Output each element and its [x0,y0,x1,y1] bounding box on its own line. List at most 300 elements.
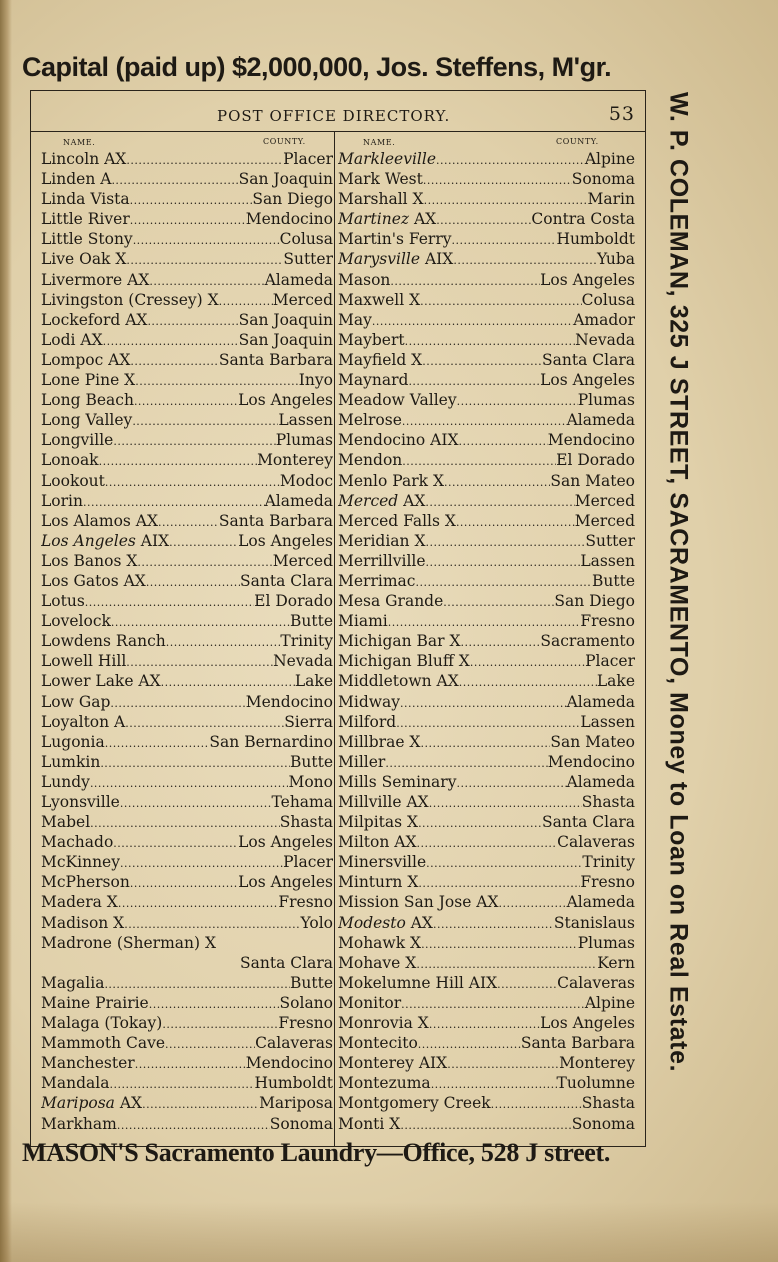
county-name: Santa Clara [542,813,635,832]
county-name: Los Angeles [540,371,635,390]
leader-dots [99,452,257,470]
directory-entry [41,933,333,953]
post-office-name: Linden A [41,170,112,189]
directory-entry [41,812,333,832]
county-name: Shasta [581,1094,635,1113]
directory-entry [338,169,635,189]
directory-entry [338,310,635,330]
post-office-name: Little River [41,210,130,229]
post-office-name: Lumkin [41,752,101,771]
leader-dots [126,151,283,169]
page-number: 53 [608,103,635,125]
post-office-name: Mohave X [338,953,417,972]
post-office-name: May [338,310,372,329]
directory-entry [338,1053,635,1073]
leader-dots [390,272,540,290]
post-office-name: Michigan Bar X [338,632,461,651]
leader-dots [408,372,540,390]
leader-dots [459,432,548,450]
leader-dots [117,1116,270,1134]
county-name: Sierra [284,712,333,731]
leader-dots [459,673,597,691]
post-office-name: Montecito [338,1034,418,1053]
post-office-name: Monitor [338,993,402,1012]
directory-entry [338,812,635,832]
leader-dots [109,1075,254,1093]
leader-dots [433,915,554,933]
county-name: Yolo [300,913,333,932]
left-column-header [41,133,333,149]
leader-dots [436,151,585,169]
post-office-name: Melrose [338,411,402,430]
directory-entry [41,551,333,571]
county-name: Sutter [585,531,635,550]
directory-entry [338,450,635,470]
directory-entry [338,1033,635,1053]
leader-dots [125,714,284,732]
directory-entry [41,1013,333,1033]
leader-dots [425,493,574,511]
leader-dots [431,1075,557,1093]
directory-entry [338,892,635,912]
county-name: Trinity [582,853,635,872]
name-column-label: NAME. [363,138,396,147]
directory-entry [41,1114,333,1134]
directory-entry [41,671,333,691]
leader-dots [416,834,557,852]
post-office-name: Madera X [41,893,118,912]
leader-dots [219,292,273,310]
post-office-name: Long Beach [41,391,134,410]
post-office-name: Modesto AX [338,913,433,932]
post-office-name: Lowdens Ranch [41,632,166,651]
post-office-name: Mason [338,270,391,289]
post-office-name: Maine Prairie [41,993,149,1012]
leader-dots [426,553,581,571]
directory-entry [41,772,333,792]
county-name: Butte [289,973,333,992]
leader-dots [104,975,290,993]
post-office-name: Montgomery Creek [338,1094,491,1113]
leader-dots [124,915,300,933]
directory-entry [338,1093,635,1113]
county-name: Los Angeles [238,391,333,410]
post-office-name: Mokelumne Hill AIX [338,973,498,992]
leader-dots [100,754,290,772]
directory-entry [41,792,333,812]
leader-dots [132,412,278,430]
post-office-name: Millville AX [338,793,429,811]
directory-entry [338,149,635,169]
leader-dots [405,332,575,350]
name-column-label: NAME. [63,138,96,147]
directory-entry [338,752,635,772]
leader-dots [447,1055,559,1073]
county-name: Alameda [566,893,635,912]
post-office-name: Live Oak X [41,250,127,269]
county-name: Los Angeles [540,1014,635,1033]
leader-dots [425,533,585,551]
county-name: Alameda [566,411,635,430]
right-entry-list [338,149,635,1134]
leader-dots [165,1035,255,1053]
leader-dots [105,473,280,491]
post-office-name: Lundy [41,772,90,791]
county-name: San Joaquin [238,170,333,189]
county-name: Plumas [577,391,635,410]
directory-entry [41,290,333,310]
county-name: San Bernardino [209,732,333,751]
directory-entry [41,631,333,651]
county-name: Monterey [559,1054,635,1073]
county-name: Shasta [581,793,635,811]
post-office-name: Marshall X [338,190,424,209]
county-name: Nevada [575,330,635,349]
leader-dots [85,593,254,611]
leader-dots [418,874,580,892]
leader-dots [385,754,547,772]
post-office-name: Mesa Grande [338,592,444,611]
directory-entry [338,270,635,290]
directory-entry [338,410,635,430]
leader-dots [420,734,550,752]
right-column-header [338,133,635,149]
county-name: Los Angeles [540,270,635,289]
leader-dots [456,774,566,792]
directory-entry [41,913,333,933]
post-office-name: Michigan Bluff X [338,652,470,671]
post-office-name: Little Stony [41,230,133,249]
county-name: Sonoma [571,1114,635,1133]
column-divider [334,131,335,1146]
directory-entry [41,410,333,430]
post-office-name: Mendocino AIX [338,431,459,450]
county-name: Mendocino [245,692,333,711]
county-name: Fresno [278,1014,333,1033]
county-name: Inyo [298,371,333,390]
directory-entry [338,471,635,491]
page-shadow [0,1202,778,1262]
directory-entry [338,872,635,892]
directory-entry [338,591,635,611]
leader-dots [105,734,210,752]
post-office-name: Millbrae X [338,732,421,751]
directory-entry [41,752,333,772]
county-name: Kern [597,953,635,972]
post-office-name: Markham [41,1114,117,1133]
post-office-name: Miami [338,612,388,631]
leader-dots [147,312,238,330]
post-office-name: Maxwell X [338,290,421,309]
directory-entry [41,430,333,450]
post-office-name: Machado [41,833,114,852]
post-office-name: Manchester [41,1054,135,1073]
post-office-name: Markleeville [338,150,437,168]
county-name: Alpine [584,150,635,168]
directory-entry [338,933,635,953]
post-office-name: Mendon [338,451,403,470]
post-office-name: Mills Seminary [338,772,457,791]
county-name: Santa Barbara [218,511,333,530]
leader-dots [83,493,265,511]
directory-entry [338,651,635,671]
directory-entry [41,832,333,852]
leader-dots [130,211,246,229]
directory-entry [338,671,635,691]
county-name: El Dorado [556,451,635,470]
leader-dots [111,171,238,189]
directory-entry [338,290,635,310]
county-name: Stanislaus [553,913,635,932]
post-office-name: Miller [338,752,386,771]
county-name: Santa Clara [240,953,333,972]
county-name: Santa Barbara [218,350,333,369]
post-office-name: Lonoak [41,451,99,470]
top-advertisement: Capital (paid up) $2,000,000, Jos. Steffens, M'gr. [22,52,612,82]
leader-dots [120,794,272,812]
directory-entry [338,772,635,792]
directory-entry [41,491,333,511]
post-office-name: Lower Lake AX [41,672,161,691]
leader-dots [416,955,597,973]
directory-entry [338,792,635,812]
post-office-name: Lugonia [41,732,105,751]
directory-entry [41,591,333,611]
directory-entry [41,209,333,229]
directory-entry [338,209,635,229]
leader-dots [166,633,281,651]
directory-entry [338,953,635,973]
directory-entry [338,852,635,872]
county-name: Tuolumne [556,1074,635,1093]
county-name: Lassen [278,411,333,430]
leader-dots [149,272,264,290]
leader-dots [402,412,567,430]
directory-entry [338,732,635,752]
post-office-name: Marysville AIX [338,250,454,269]
leader-dots [90,814,280,832]
post-office-name: Lowell Hill [41,652,127,671]
directory-entry [338,571,635,591]
county-name: Alpine [584,993,635,1012]
directory-entry [41,993,333,1013]
county-name: Butte [289,752,333,771]
post-office-name: Merced Falls X [338,511,456,530]
page-title: POST OFFICE DIRECTORY. [217,107,451,125]
county-name: San Joaquin [238,330,333,349]
leader-dots [400,694,567,712]
post-office-name: Monrovia X [338,1014,429,1033]
leader-dots [443,593,554,611]
directory-entry [41,1033,333,1053]
county-name: Butte [289,612,333,631]
directory-entry [338,692,635,712]
post-office-name: Monterey AIX [338,1054,448,1073]
county-name: Sutter [283,250,333,269]
directory-entry [41,953,333,973]
county-name: Lake [294,672,333,691]
post-office-name: Milpitas X [338,813,419,832]
leader-dots [130,191,253,209]
post-office-name: Lockeford AX [41,310,148,329]
directory-entry [41,973,333,993]
county-name: Placer [283,150,333,168]
directory-entry [338,1114,635,1134]
post-office-name: Merrillville [338,551,426,570]
county-name: Marin [587,190,635,209]
directory-entry [338,913,635,933]
county-name: Sonoma [571,170,635,189]
left-column [41,133,333,1134]
county-name: Merced [574,491,635,510]
page-header [31,103,645,131]
post-office-name: Lompoc AX [41,350,131,369]
county-name: Mendocino [547,752,635,771]
post-office-name: Mayfield X [338,350,423,369]
leader-dots [90,774,289,792]
post-office-name: McPherson [41,873,130,892]
post-office-name: Menlo Park X [338,471,444,490]
leader-dots [133,231,280,249]
directory-entry [41,651,333,671]
post-office-name: Milton AX [338,833,417,852]
post-office-name: Lincoln AX [41,150,127,168]
directory-entry [41,471,333,491]
leader-dots [126,251,283,269]
leader-dots [134,392,238,410]
leader-dots [456,513,575,531]
leader-dots [424,191,588,209]
county-name: Placer [585,652,635,671]
directory-entry [41,712,333,732]
directory-entry [41,571,333,591]
leader-dots [499,894,567,912]
county-name: Nevada [273,652,333,671]
county-name: Calaveras [557,973,635,992]
leader-dots [418,1035,521,1053]
county-name: San Joaquin [238,310,333,329]
post-office-name: Mammoth Cave [41,1034,166,1053]
leader-dots [470,653,585,671]
leader-dots [130,352,218,370]
directory-entry [338,993,635,1013]
leader-dots [444,473,550,491]
post-office-name: Lone Pine X [41,371,136,390]
leader-dots [142,1095,259,1113]
leader-dots [118,894,279,912]
post-office-name: Meadow Valley [338,391,457,410]
post-office-name: Magalia [41,973,105,992]
post-office-name: Longville [41,431,114,450]
directory-entry [41,270,333,290]
county-name: Santa Barbara [520,1034,635,1053]
post-office-name: Long Valley [41,411,133,430]
county-name: Lassen [580,712,635,731]
county-name: Fresno [278,893,333,912]
county-name: San Diego [252,190,333,209]
leader-dots [402,452,556,470]
leader-dots [418,814,542,832]
county-name: Humboldt [556,230,635,249]
directory-entry [338,189,635,209]
directory-entry [338,249,635,269]
leader-dots [423,171,572,189]
county-name: Modoc [279,471,333,490]
directory-entry [41,229,333,249]
county-name: Santa Clara [240,571,333,590]
leader-dots [457,392,578,410]
directory-entry [338,1073,635,1093]
directory-frame [30,90,646,1147]
leader-dots [422,352,542,370]
bottom-advertisement: MASON'S Sacramento Laundry—Office, 528 J street. [22,1138,611,1167]
directory-entry [41,732,333,752]
directory-entry [41,149,333,169]
leader-dots [126,653,273,671]
post-office-name: Mohawk X [338,933,422,952]
post-office-name: Minturn X [338,873,419,892]
leader-dots [158,513,219,531]
county-name: Mendocino [245,210,333,229]
county-name: San Mateo [550,471,635,490]
county-name: Tehama [271,793,333,811]
county-name: Alameda [566,772,635,791]
post-office-name: Minersville [338,853,427,872]
left-entry-list [41,149,333,1134]
directory-entry [41,310,333,330]
directory-entry [41,390,333,410]
post-office-name: Lodi AX [41,330,103,349]
post-office-name: Loyalton A [41,712,126,731]
county-name: Humboldt [254,1074,333,1093]
post-office-name: Monti X [338,1114,401,1133]
post-office-name: Meridian X [338,531,426,550]
post-office-name: Merrimac [338,571,416,590]
directory-entry [338,330,635,350]
leader-dots [497,975,557,993]
county-name: Solano [279,993,333,1012]
leader-dots [491,1095,582,1113]
post-office-name: Madison X [41,913,125,932]
county-name: Merced [574,511,635,530]
leader-dots [161,673,295,691]
directory-entry [41,169,333,189]
leader-dots [135,1055,246,1073]
post-office-name: Madrone (Sherman) X [41,933,217,952]
county-name: Fresno [580,612,635,631]
post-office-name: Livingston (Cressey) X [41,290,219,309]
directory-entry [41,1053,333,1073]
leader-dots [113,834,238,852]
post-office-name: Los Banos X [41,551,138,570]
leader-dots [169,533,238,551]
directory-entry [338,229,635,249]
directory-entry [41,892,333,912]
directory-entry [338,973,635,993]
directory-entry [338,832,635,852]
leader-dots [146,573,240,591]
post-office-name: Malaga (Tokay) [41,1014,163,1033]
leader-dots [103,332,239,350]
directory-entry [338,1013,635,1033]
directory-entry [41,692,333,712]
leader-dots [400,1116,571,1134]
county-name: Mendocino [245,1054,333,1073]
directory-entry [41,450,333,470]
county-name: Los Angeles [238,531,333,550]
post-office-name: Low Gap [41,692,111,711]
county-name: Calaveras [255,1034,333,1053]
